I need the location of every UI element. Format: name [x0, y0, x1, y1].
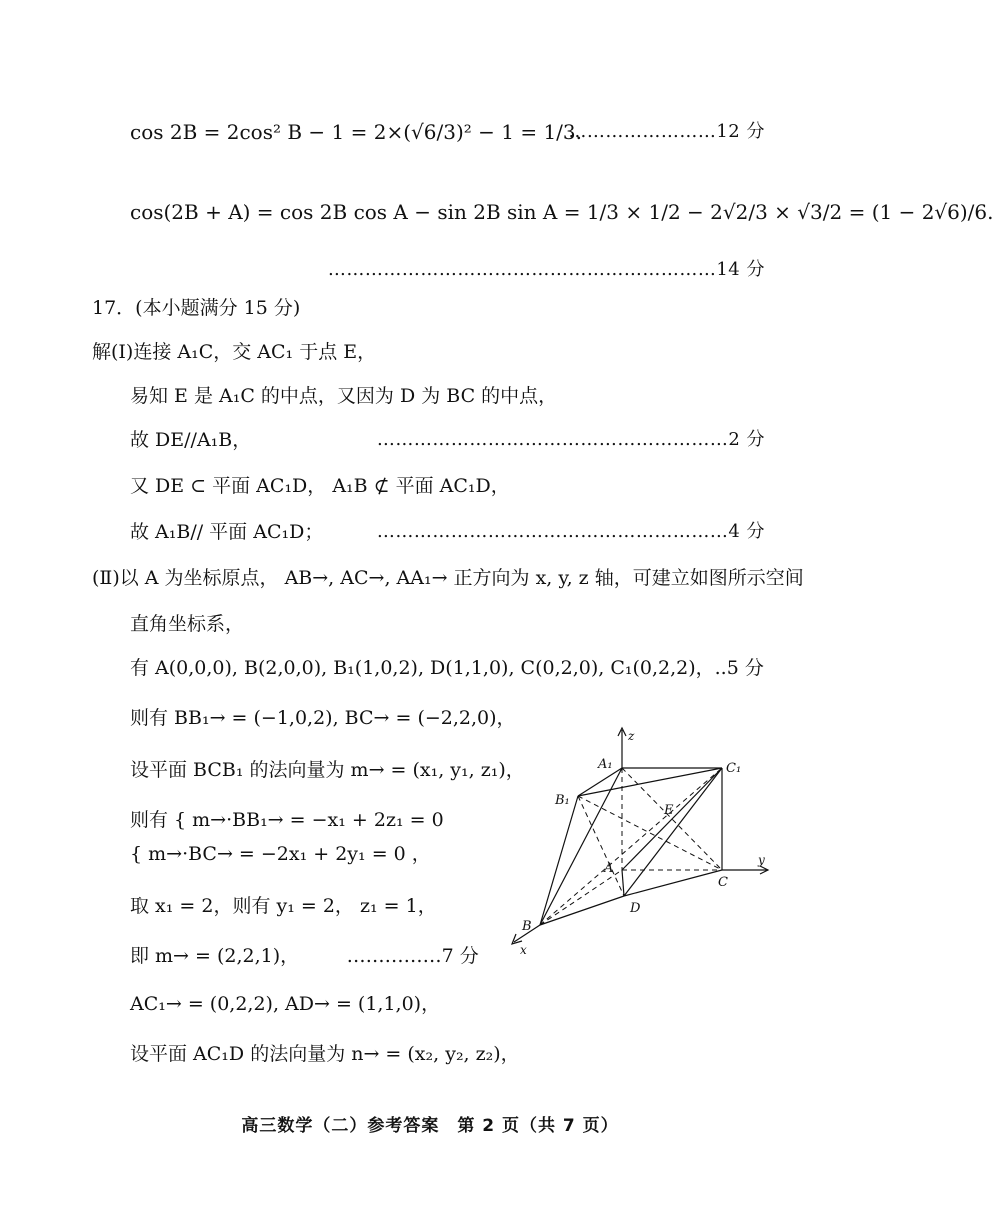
solution-vectors-2: AC₁→ = (0,2,2), AD→ = (1,1,0)， [130, 993, 441, 1015]
label-b1: B₁ [555, 793, 570, 808]
page-footer: 高三数学（二）参考答案 第 2 页（共 7 页） [241, 1116, 619, 1136]
solution-part1-intro: 解(Ⅰ)连接 A₁C，交 AC₁ 于点 E， [92, 341, 377, 363]
label-z-axis: z [628, 729, 635, 743]
solution-part2-intro: (Ⅱ)以 A 为坐标原点， AB→, AC→, AA₁→ 正方向为 x, y, z 轴，可建立如图所示空间 [92, 567, 804, 589]
label-x-axis: x [520, 943, 527, 957]
solution-midpoint: 易知 E 是 A₁C 的中点，又因为 D 为 BC 的中点， [130, 385, 558, 407]
label-d: D [630, 901, 641, 916]
solution-normal-n: 设平面 AC₁D 的法向量为 n→ = (x₂, y₂, z₂)， [130, 1043, 520, 1065]
edge-b1c [578, 796, 722, 870]
formula-cos2b: cos 2B = 2cos² B − 1 = 2×(√6/3)² − 1 = 1/3. [130, 120, 582, 144]
label-y-axis: y [758, 853, 765, 867]
label-a: A [604, 861, 614, 876]
solution-choose-x1: 取 x₁ = 2，则有 y₁ = 2， z₁ = 1， [130, 895, 437, 917]
formula-cos2b-plus-a: cos(2B + A) = cos 2B cos A − sin 2B sin A = 1/3 × 1/2 − 2√2/3 × √3/2 = (1 − 2√6)/6. [130, 200, 994, 224]
prism-figure [500, 720, 790, 960]
label-c: C [718, 875, 728, 890]
solution-system-eq1: 则有 { m→·BB₁→ = −x₁ + 2z₁ = 0 [130, 809, 444, 831]
score-14: ………………………………………………………14 分 [327, 259, 765, 280]
score-12: ……………………12 分 [568, 121, 765, 142]
edge-ba [540, 870, 622, 925]
label-c1: C₁ [726, 761, 742, 776]
edge-dc1 [624, 768, 722, 896]
solution-de-parallel: 故 DE//A₁B， [130, 429, 252, 451]
solution-coordinates: 有 A(0,0,0), B(2,0,0), B₁(1,0,2), D(1,1,0), C(0,2,0), C₁(0,2,2)，..5 分 [130, 657, 764, 679]
score-2: …………………………………………………2 分 [376, 429, 765, 450]
edge-b1d [578, 796, 624, 896]
edge-dc [624, 870, 722, 896]
score-4: …………………………………………………4 分 [376, 521, 765, 542]
edge-ad [622, 870, 624, 896]
problem-17-heading: 17．(本小题满分 15 分) [92, 297, 301, 319]
edge-b1b [540, 796, 578, 925]
solution-coord-system: 直角坐标系， [130, 613, 245, 635]
label-b: B [522, 919, 532, 934]
solution-conclusion-1: 故 A₁B// 平面 AC₁D； [130, 521, 324, 543]
solution-vectors-1: 则有 BB₁→ = (−1,0,2), BC→ = (−2,2,0)， [130, 707, 516, 729]
solution-system-eq2: { m→·BC→ = −2x₁ + 2y₁ = 0 ， [130, 843, 431, 865]
solution-plane-contain: 又 DE ⊂ 平面 AC₁D， A₁B ⊄ 平面 AC₁D， [130, 475, 510, 497]
label-a1: A₁ [598, 757, 613, 772]
label-e: E [664, 803, 674, 818]
solution-m-result: 即 m→ = (2,2,1)， ……………7 分 [130, 945, 479, 967]
solution-normal-m: 设平面 BCB₁ 的法向量为 m→ = (x₁, y₁, z₁)， [130, 759, 525, 781]
